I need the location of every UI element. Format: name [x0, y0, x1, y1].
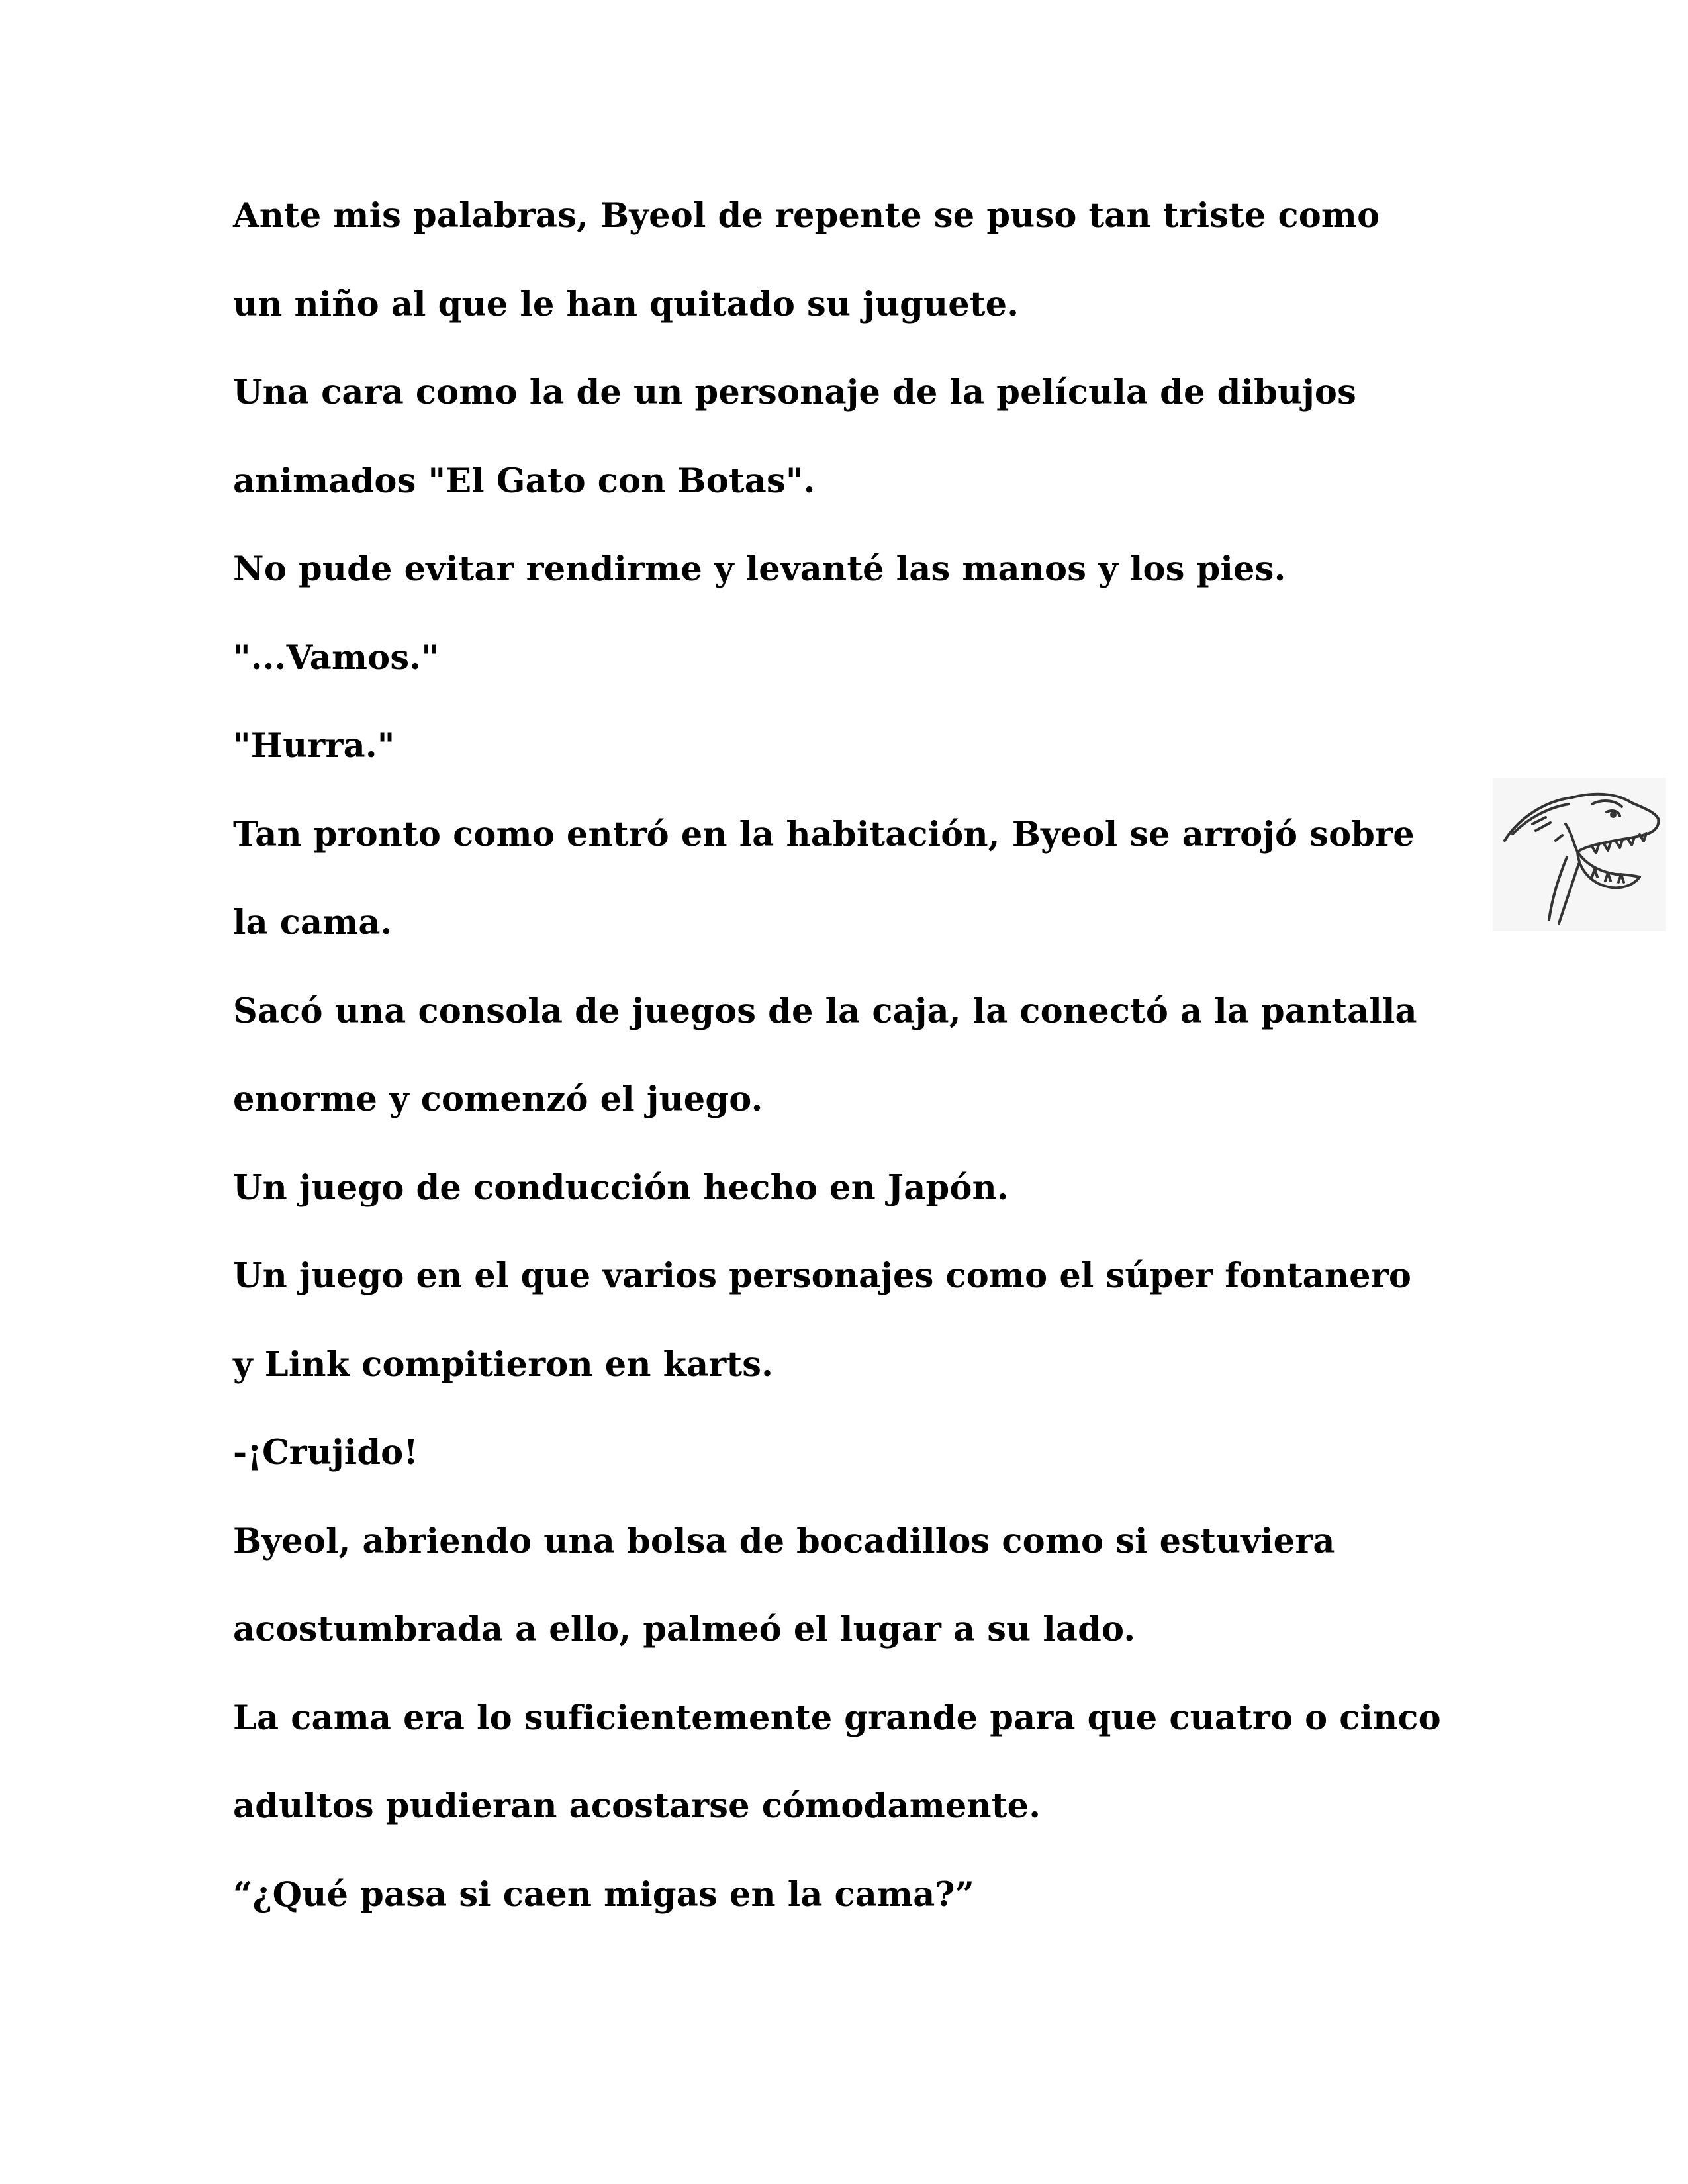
dinosaur-sketch-icon — [1493, 778, 1666, 931]
text-line: adultos pudieran acostarse cómodamente. — [233, 1786, 1041, 1826]
text-line: No pude evitar rendirme y levanté las manos y los pies. — [233, 549, 1286, 589]
text-line: “¿Qué pasa si caen migas en la cama?” — [233, 1874, 975, 1915]
text-line: Un juego en el que varios personajes como el súper fontanero — [233, 1256, 1412, 1296]
text-line: la cama. — [233, 903, 393, 942]
text-line: enorme y comenzó el juego. — [233, 1079, 763, 1119]
text-line: "...Vamos." — [233, 637, 439, 678]
text-line: acostumbrada a ello, palmeó el lugar a su lado. — [233, 1610, 1136, 1649]
text-line: Sacó una consola de juegos de la caja, la conectó a la pantalla — [233, 991, 1417, 1031]
text-line: Una cara como la de un personaje de la película de dibujos — [233, 373, 1356, 412]
body-text — [233, 192, 1491, 1959]
text-line: Byeol, abriendo una bolsa de bocadillos como si estuviera — [233, 1521, 1335, 1561]
text-line: Ante mis palabras, Byeol de repente se puso tan triste como — [233, 196, 1380, 236]
text-line: animados "El Gato con Botas". — [233, 461, 816, 501]
text-line: La cama era lo suficientemente grande para que cuatro o cinco — [233, 1698, 1441, 1738]
text-line: Tan pronto como entró en la habitación, Byeol se arrojó sobre — [233, 814, 1415, 854]
text-line: un niño al que le han quitado su juguete. — [233, 284, 1019, 324]
text-line: y Link compitieron en karts. — [233, 1344, 774, 1385]
text-line: -¡Crujido! — [233, 1433, 418, 1473]
text-line: Un juego de conducción hecho en Japón. — [233, 1167, 1009, 1208]
text-line: "Hurra." — [233, 726, 395, 766]
